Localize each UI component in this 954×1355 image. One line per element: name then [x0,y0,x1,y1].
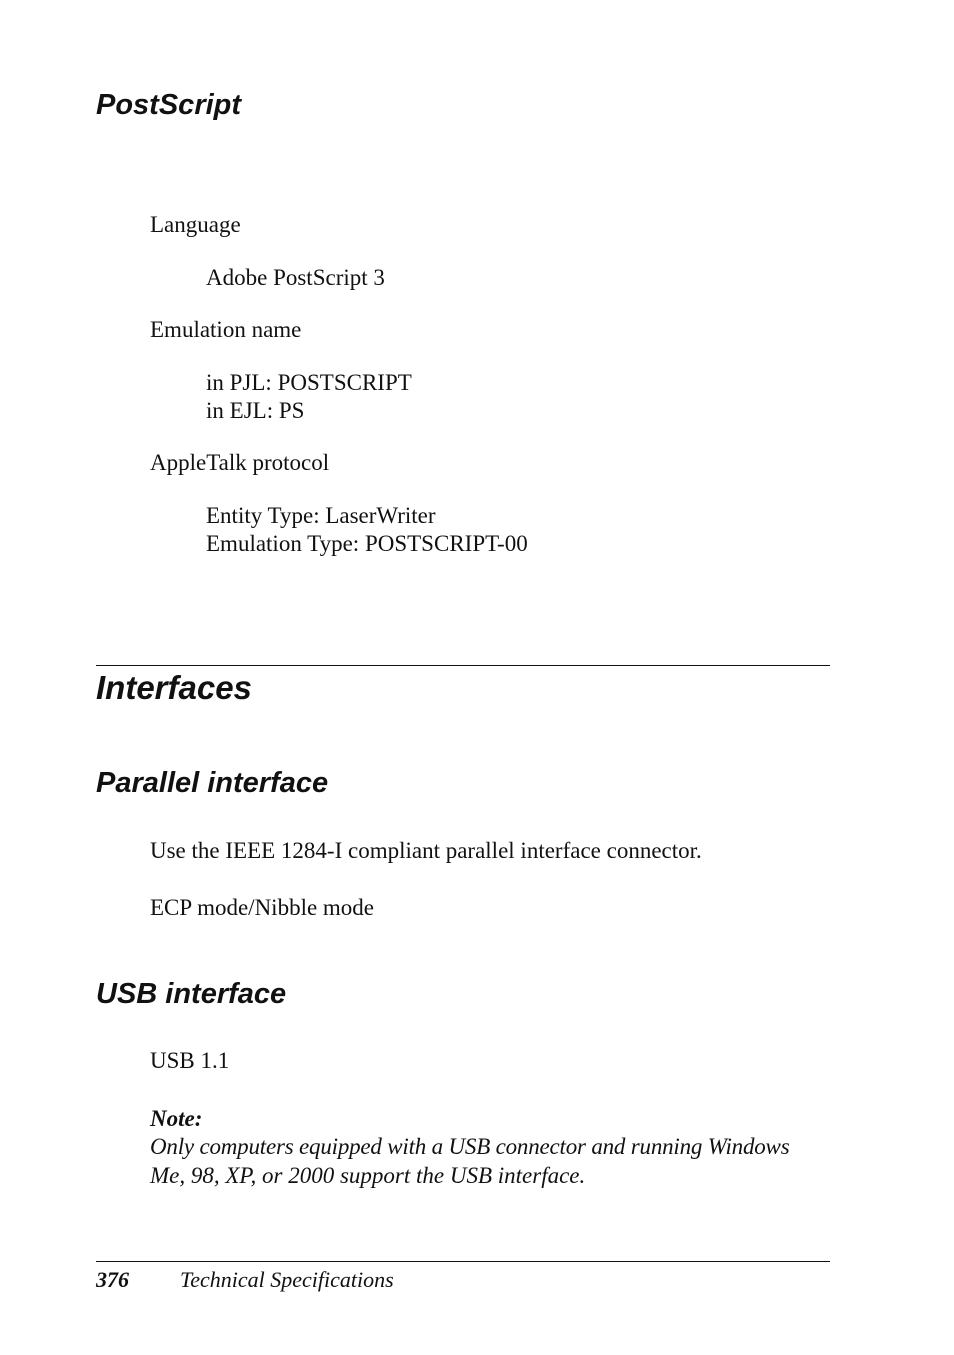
emulation-pjl-value: in PJL: POSTSCRIPT [206,370,412,395]
chapter-divider [96,665,830,666]
entity-type-value: Entity Type: LaserWriter [206,503,436,528]
note-text-line-2: Me, 98, XP, or 2000 support the USB interface. [150,1163,586,1188]
page-number: 376 [96,1267,129,1292]
emulation-type-value: Emulation Type: POSTSCRIPT-00 [206,531,528,556]
footer-chapter-title: Technical Specifications [180,1267,394,1292]
language-label: Language [150,212,241,237]
parallel-modes: ECP mode/Nibble mode [150,895,375,920]
chapter-heading-interfaces: Interfaces [96,669,252,706]
section-heading-postscript: PostScript [96,89,242,121]
appletalk-label: AppleTalk protocol [150,450,330,475]
language-value: Adobe PostScript 3 [206,265,385,290]
note-label: Note: [150,1106,203,1131]
parallel-description: Use the IEEE 1284-I compliant parallel interface connector. [150,838,702,863]
section-heading-usb-interface: USB interface [96,978,287,1010]
emulation-ejl-value: in EJL: PS [206,398,305,423]
footer-divider [96,1261,830,1262]
emulation-label: Emulation name [150,317,302,342]
section-heading-parallel-interface: Parallel interface [96,767,329,799]
note-text-line-1: Only computers equipped with a USB connector and running Windows [150,1134,790,1159]
usb-version: USB 1.1 [150,1048,230,1073]
